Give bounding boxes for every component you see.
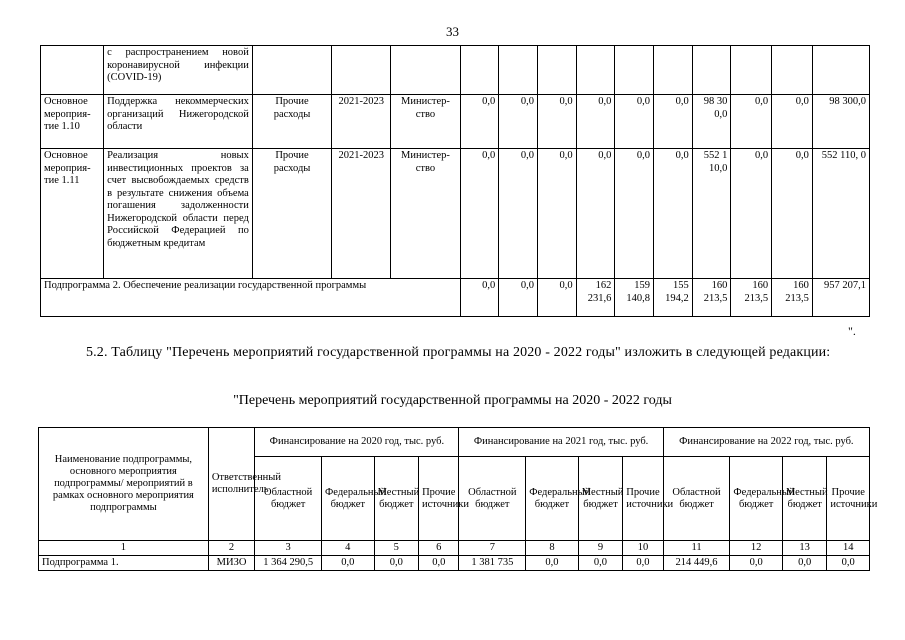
value-cell: 0,0 xyxy=(576,95,615,149)
value-cell: 0,0 xyxy=(460,149,499,279)
table-title: "Перечень мероприятий государственной программы на 2020 - 2022 годы xyxy=(233,393,672,408)
value-cell: 0,0 xyxy=(576,149,615,279)
value-cell: 0,0 xyxy=(537,149,576,279)
value-cell: 0,0 xyxy=(499,279,538,317)
header-other: Прочие источники xyxy=(827,457,870,541)
amendment-paragraph: 5.2. Таблицу "Перечень мероприятий государственной программы на 2020 - 2022 годы" изложить в следующей редакции: xyxy=(86,345,831,360)
header-federal: Федеральный бюджет xyxy=(526,457,579,541)
column-number: 11 xyxy=(663,541,730,556)
column-number: 14 xyxy=(827,541,870,556)
value-cell: 0,0 xyxy=(537,95,576,149)
header-row xyxy=(39,428,870,457)
table-row xyxy=(41,149,870,279)
value-cell: 0,0 xyxy=(615,149,654,279)
header-federal: Федеральный бюджет xyxy=(730,457,783,541)
value-cell: 552 1 10,0 xyxy=(692,149,731,279)
value-cell: 0,0 xyxy=(374,556,418,571)
activity-name: Основное мероприя-тие 1.10 xyxy=(41,95,104,149)
value-cell: 0,0 xyxy=(623,556,663,571)
subprogram-label: Подпрограмма 2. Обеспечение реализации государственной программы xyxy=(41,279,461,317)
value-cell: 1 381 735 xyxy=(459,556,526,571)
header-regional: Областной бюджет xyxy=(663,457,730,541)
value-cell: 0,0 xyxy=(499,149,538,279)
period: 2021-2023 xyxy=(332,149,391,279)
header-name: Наименование подпрограммы, основного мероприятия подпрограммы/ мероприятий в рамках основного мероприятия подпрограммы xyxy=(39,428,209,541)
header-year-2022: Финансирование на 2022 год, тыс. руб. xyxy=(663,428,869,457)
header-local: Местный бюджет xyxy=(374,457,418,541)
value-cell: 0,0 xyxy=(419,556,459,571)
header-other: Прочие источники xyxy=(623,457,663,541)
value-cell: 957 207,1 xyxy=(812,279,869,317)
executor: Министер-ство xyxy=(391,95,460,149)
header-responsible: Ответственный исполнитель xyxy=(208,428,254,541)
closing-quote: ". xyxy=(848,324,856,338)
table-row xyxy=(41,95,870,149)
header-year-2020: Финансирование на 2020 год, тыс. руб. xyxy=(255,428,459,457)
value-cell: 0,0 xyxy=(782,556,826,571)
table-row xyxy=(41,46,870,95)
value-cell: 0,0 xyxy=(731,149,772,279)
value-cell: 0,0 xyxy=(578,556,622,571)
column-number: 1 xyxy=(39,541,209,556)
column-number: 7 xyxy=(459,541,526,556)
header-local: Местный бюджет xyxy=(578,457,622,541)
column-number: 12 xyxy=(730,541,783,556)
value-cell: 0,0 xyxy=(537,279,576,317)
value-cell: 0,0 xyxy=(731,95,772,149)
column-number: 4 xyxy=(322,541,375,556)
value-cell: 0,0 xyxy=(730,556,783,571)
value-cell: 1 364 290,5 xyxy=(255,556,322,571)
column-number: 2 xyxy=(208,541,254,556)
period: 2021-2023 xyxy=(332,95,391,149)
value-cell: 0,0 xyxy=(460,279,499,317)
value-cell: 0,0 xyxy=(526,556,579,571)
column-number: 10 xyxy=(623,541,663,556)
expense-type: Прочие расходы xyxy=(252,149,331,279)
activity-name: Основное мероприя-тие 1.11 xyxy=(41,149,104,279)
column-number: 6 xyxy=(419,541,459,556)
value-cell: 159 140,8 xyxy=(615,279,654,317)
value-cell: 155 194,2 xyxy=(654,279,693,317)
header-federal: Федеральный бюджет xyxy=(322,457,375,541)
value-cell: 0,0 xyxy=(654,95,693,149)
table-row xyxy=(39,556,870,571)
value-cell: 160 213,5 xyxy=(731,279,772,317)
expense-type: Прочие расходы xyxy=(252,95,331,149)
subprogram-name: Подпрограмма 1. xyxy=(39,556,209,571)
value-cell: 160 213,5 xyxy=(692,279,731,317)
value-cell: 0,0 xyxy=(827,556,870,571)
value-cell: 214 449,6 xyxy=(663,556,730,571)
column-number: 9 xyxy=(578,541,622,556)
activities-table-continued xyxy=(40,45,870,317)
header-other: Прочие источники xyxy=(419,457,459,541)
page-number: 33 xyxy=(446,24,459,39)
value-cell: 0,0 xyxy=(615,95,654,149)
column-number: 13 xyxy=(782,541,826,556)
activity-description: Реализация новых инвестиционных проектов за счет высвобождаемых средств в результате снижения объема погашения задолженности Нижегородской области перед Российской Федерацией по бюджетным кредитам xyxy=(104,149,253,279)
responsible: МИЗО xyxy=(208,556,254,571)
value-cell: 98 300,0 xyxy=(812,95,869,149)
value-cell: 0,0 xyxy=(499,95,538,149)
header-year-2021: Финансирование на 2021 год, тыс. руб. xyxy=(459,428,663,457)
value-cell: 0,0 xyxy=(772,95,813,149)
header-regional: Областной бюджет xyxy=(255,457,322,541)
value-cell: 0,0 xyxy=(772,149,813,279)
row-description: с распространением новой коронавирусной инфекции (COVID-19) xyxy=(104,46,253,95)
executor: Министер-ство xyxy=(391,149,460,279)
value-cell: 0,0 xyxy=(322,556,375,571)
column-number-row xyxy=(39,541,870,556)
activities-table-2020-2022 xyxy=(38,427,878,571)
column-number: 5 xyxy=(374,541,418,556)
header-local: Местный бюджет xyxy=(782,457,826,541)
column-number: 8 xyxy=(526,541,579,556)
value-cell: 0,0 xyxy=(654,149,693,279)
column-number: 3 xyxy=(255,541,322,556)
value-cell: 160 213,5 xyxy=(772,279,813,317)
header-regional: Областной бюджет xyxy=(459,457,526,541)
subprogram-total-row xyxy=(41,279,870,317)
value-cell: 552 110, 0 xyxy=(812,149,869,279)
value-cell: 0,0 xyxy=(460,95,499,149)
value-cell: 162 231,6 xyxy=(576,279,615,317)
activity-description: Поддержка некоммерческих организаций Нижегородской области xyxy=(104,95,253,149)
value-cell: 98 30 0,0 xyxy=(692,95,731,149)
